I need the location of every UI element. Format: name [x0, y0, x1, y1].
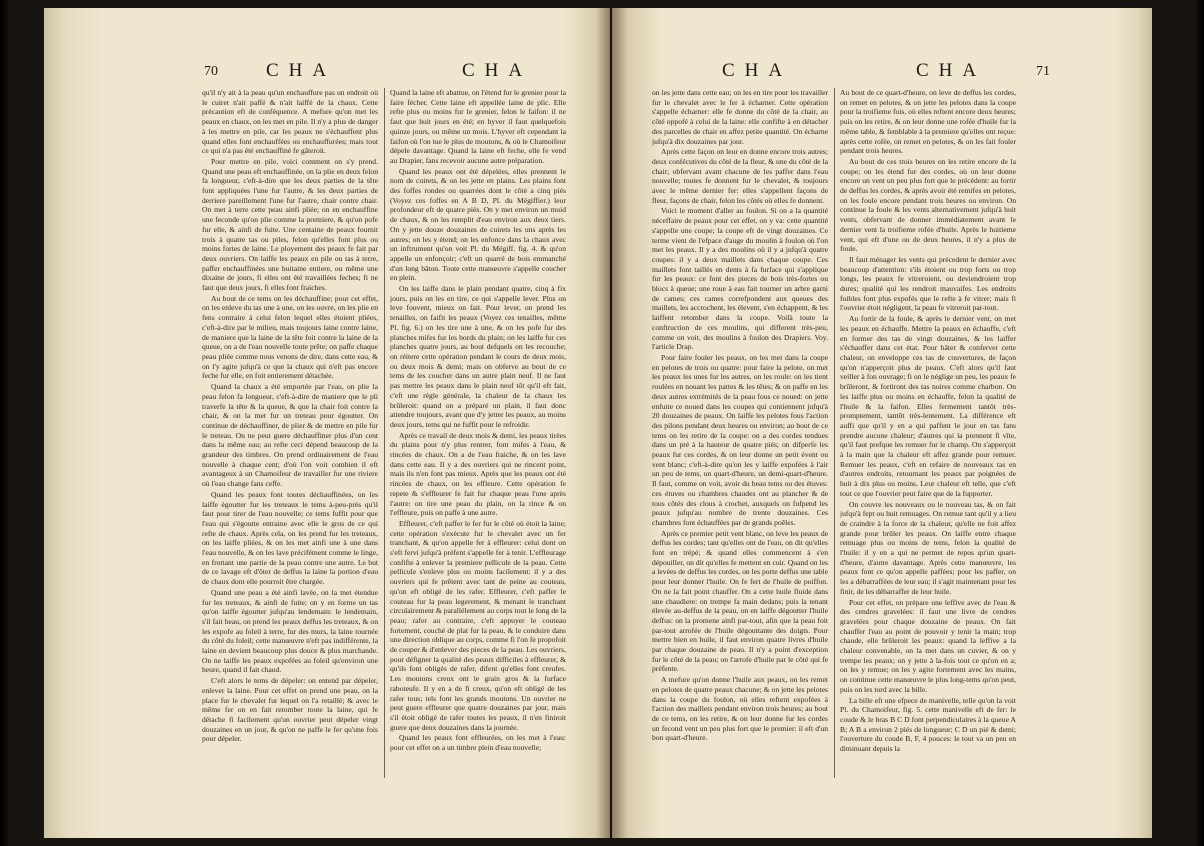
left-column-2 [390, 88, 566, 788]
paragraph: Pour mettre en pile, voici comment on s'y prend. Quand une peau eft enchauffinée, on la plie en deux felon fa longueur, c'eft-à-dire que les deux parties de la tête font appliquées l'une fur l'autre, & les deux parties de derriere pareillement l'une fur l'autre, chair contre chair. On met à terre cette peau ainfi pliée; on en enchauffine une feconde qu'on plie comme la premiere, & qu'on pofe fur elle, & ainfi de fuite. Une centaine de peaux fournit trois à quatre tas ou piles, felon qu'elles font plus ou moins fortes de laine. Le ployement des peaux fe fait par deux ouvriers. On laiffe les peaux en pile ou tas à terre, paffer enchauffinées une huitaine entiere, ou même une dixaine de jours, fi elles ont été travaillées feches; fi ne faut que deux jours, fi elles font fraiches. [202, 156, 378, 293]
paragraph: Effleurer, c'eft paffer le fer fur le côté où étoit la laine; cette opération s'exécute fur le chevalet avec un fer tranchant, & qu'on appelle fer à effleurer: celui dont on s'eft fervi jufqu'à préfent s'appelle fer à tenir. L'effleurage confifte à enlever la premiere pellicule de la peau. Cette pellicule s'enleve plus ou moins facilement: il y a des ouvriers qui fe prêtent avec tant de peine au couteau, qu'on eft obligé de les rafer. Effleurer, c'eft paffer le couteau fur la peau legerement, & menant le tranchant circulairement & parallélement au corps tout le long de la peau; rafer au contraire, c'eft appuyer le couteau fortement, couché de plat fur la peau, & le conduire dans une direction oblique au corps, comme fi l'on fe propofoit de couper & d'enlever des pieces de la peau. Les ouvriers, pour défigner la qualité des peaux difficiles à effleurer, & qu'ils font obligés de rafer, difent qu'elles font creufes. Les moutons creux ont le grain gros & la furface raboteufe. Il y en a de fi creux, qu'on eft obligé de les rafer tous; tels font les grands moutons. Un ouvrier ne peut guere effleurer que quatre douzaines par jour, mais s'il étoit obligé de rafer toutes les peaux, il n'en finiroit guere que deux douzaines dans la journée. [390, 518, 566, 732]
paragraph: Pour faire fouler les peaux, on les met dans la coupe en pelotes de trois ou quatre: pour faire la pelote, on met les peaux les unes fur les autres, on les roule: on les tient roulées en nouant les pattes & les têtes; & on paffe en les deux autres extrémités de la peau fous ce noued: on jette enfuite ce noued dans les coupes qui contiennent jufqu'à 20 douzaines de peaux. On laiffe les pelotes fous l'action des pilons pendant deux heures ou environ; au bout de ce tems on les retire de la coupe: on a des cordes tendues dans un pré à la hauteur de quatre piés; on difperfe les peaux fur ces cordes, & on leur donne un petit évent ou vent blanc; c'eft-à-dire qu'on les y laiffe expofées à l'air un peu de tems, un quart-d'heure, un demi-quart-d'heure. Il faut, comme on voit, avoir du beau tems ou des étuves: ces étuves ou chambres chaudes ont au plancher & de tous côtés des clous à crochet, auxquels on fufpend les peaux jufqu'au nombre de trente douzaines. Ces chambres font échauffées par de grands poêles. [652, 352, 828, 527]
paragraph: Voici le moment d'aller au foulon. Si on a la quantité néceffaire de peaux pour cet effet, on y va: cette quantité s'appelle une coupe; la coupe eft de vingt douzaines. Ce terme vient de l'efpace d'auge du moulin à foulon où l'on met les peaux. Il y a des moulins où il y a jufqu'à quatre coupes: il y a deux maillets dans chaque coupe. Ces maillets font taillés en dents à fa furface qui s'applique fur les peaux: ce font des pieces de bois très-fortes ou blocs à queue; une roue à eau fait tourner un arbre garni de cames; ces cames correfpondent aux queues des maillets, les accrochent, les élevent, s'en échappent, & les laiffent retomber dans la coupe. Voilà toute la conftruction de ces moulins, qui different très-peu, comme on voit, des moulins à foulon des Drapiers. Voy. l'article Drap. [652, 206, 828, 352]
column-divider [384, 88, 385, 778]
right-column-2 [840, 88, 1016, 788]
right-column-1 [652, 88, 828, 788]
paragraph: Quand une peau a été ainfi lavée, on la met étendue fur les treteaux, & ainfi de fuite; on y en forme un tas qu'on laiffe égoutter jufqu'au lendemain: le lendemain, s'il fait beau, on prend les peaux deffus les treteaux, & on les expofe au foleil à terre, fur des murs, la laine tournée du côté du foleil; cette manœuvre n'eft pas indifférente, la laine en devient beaucoup plus douce & plus marchande. On ne laiffe les peaux expofées au foleil qu'environ une heure, quand il fait chaud. [202, 587, 378, 675]
right-header-word-right: CHA [916, 60, 987, 81]
paragraph: Après ce travail de deux mois & demi, les peaux tirées du plains pour n'y plus rentrer, font mifes à l'eau, & rincées de chaux. On a de l'eau fraiche, & on les lave dans cette eau. Il y a des ouvriers qui ne rincent point, mais ils n'en font pas mieux. Après que les peaux ont été rincées de chaux, on les effleure. Cette opération fe repete & s'effleurer fe fait fur chaque peau l'une après l'autre: on tire une peau du plain, on la rince & on l'effleure, puis on paffe à une autre. [390, 430, 566, 518]
paragraph: A mefure qu'on donne l'huile aux peaux, on les remet en pelotes de quatre peaux chacune; & on jette les pelotes dans la coupe du foulon, où elles reftent expofées à l'action des maillets pendant environ trois heures; au bout de ce tems, on les retire, & on leur donne fur les cordes un fecond vent un peu plus fort que le premier: il eft d'un bon quart-d'heure. [652, 675, 828, 743]
paragraph: On les laiffe dans le plain pendant quatre, cinq à fix jours, puis on les en tire, ce qui s'appelle lever. Plus on leve fouvent, mieux on fait. Pour lever, on prend les tenailles, on faifit les peaux (Voyez ces tenailles, même Pl. fig. 6.) on les tire une à une, & on les pofe fur des planches mifes fur les bords du plain; on les laiffe fur ces planches quatre jours, au bout defquels on les recouche; on réitere cette opération pendant le cours de deux mois, ou deux mois & demi; mais on obferve au bout de ce tems de les coucher dans un autre plain neuf. Il ne faut pas mettre les peaux dans le plain neuf tôt qu'il eft fait, c'eft une régle générale, la chaleur de la chaux les brûleroit: quand on a préparé un plain, il faut donc attendre toujours, avant que d'y jetter les peaux, au moins deux jours, tems qui ne fuffit pour le refroidir. [390, 284, 566, 429]
paragraph: on les jette dans cette eau; on les en tire pour les travailler fur le chevalet avec le fer à écharner. Cette opération s'appelle écharner: elle fe donne du côté de la chair, au côté oppofé à celui de la laine: elle confifte à en détacher des parcelles de chair en affez petite quantité. On écharne jufqu'à dix douzaines par jour. [652, 88, 828, 146]
left-column-1 [202, 88, 378, 788]
paragraph: Au bout de ce quart-d'heure, on leve de deffus les cordes, on remet en pelotes, & on jette les pelotes dans la coupe pour la troifieme fois, où elles reftent encore deux heures; puis on les retire, & on leur donne une rofée d'huile fur la même table, & femblable à la premiere qu'elles ont reçue: après cette rofée, on remet en pelotes, & on les fait fouler pendant trois heures. [840, 88, 1016, 156]
paragraph: Quand les peaux font toutes déchauffinées, on les laiffe égoutter fur les treteaux le tems à-peu-près qu'il faut pour tirer de l'eau nouvelle; ce tems fuffit pour que l'eau qui s'égoutte entraine avec elle le gros de ce qui refte de chaux. Après cela, on les prend fur les treteaux, on les laiffe pliées, & on les met ainfi une à une dans l'eau nouvelle, & on les lave précifément comme le linge, en frottant une partie de la peau contre une autre. Le but de ce lavage eft d'ôter de deffus la laine la portion d'eau de chaux dont elle pourroit être chargée. [202, 489, 378, 587]
left-header-word-left: CHA [266, 60, 337, 81]
paragraph: qu'il n'y ait à la peau qu'un enchauffure pas un endroit où le cuiret n'ait paffé & n'ait laiffé de la chaux. Cette précaution eft de conféquence. A mefure qu'on met les peaux en chaux, on les met en pile. Il n'y a plus de danger à les mettre en pile, car les peaux ne s'échauffent plus quand elles font enchauffées ou enchauffurées; mais tout ce qui n'a pas été enchauffiné fe gâteroit. [202, 88, 378, 156]
paragraph: Il faut ménager les vents qui précedent le dernier avec beaucoup d'attention: s'ils étoient ou trop forts ou trop longs, les peaux fe vitreroient, ou deviendroient trop dures; qualité qui les rendroit mauvaifes. Les endroits foibles font plus expofés que le refte à fe vitrer; mais fi l'ouvrier étoit négligent, la peau fe vitreroit par-tout. [840, 254, 1016, 313]
right-header-word-left: CHA [722, 60, 793, 81]
paragraph: Après cette façon on leur en donne encore trois autres; deux confécutives du côté de la fleur, & une du côté de la chair; obfervant avant chacune de les paffer dans l'eau nouvelle; toutes fe donnent fur le chevalet, & toujours avec le même dernier fer: elles s'appellent façons de fleur, façons de chair, felon les côtés où elles fe donnent. [652, 147, 828, 205]
paragraph: Au bout de ce tems on les déchauffine; pour cet effet, on les enleve du tas une à une, on les ouvre, on les plie en fens contraire à celui felon lequel elles étoient pliées, c'eft-à-dire par le milieu, mais toujours laine contre laine, de maniere que la laine de la tête foit contre la laine de la queue, on a de l'eau nouvelle toute prête; on paffe chaque peau pliée comme nous venons de dire, dans cette eau, & on l'y agite jufqu'à ce que la chaux qui n'eft pas encore feche fur elle, en foit entierement détachée. [202, 293, 378, 381]
left-header-word-right: CHA [462, 60, 533, 81]
left-page [44, 8, 610, 838]
paragraph: Quand les peaux font effleurées, on les met à l'eau: pour cet effet on a un timbre plein d'eau nouvelle; [390, 733, 566, 753]
paragraph: On couvre les nouveaux ou le nouveau tas, & on fait jufqu'à fept ou huit remuages. On remue tant qu'il y a lieu de craindre à la force de la chaleur, qu'elle ne foit affez grande pour brûler les peaux. On laiffe entre chaque remuage plus ou moins de tems, felon la qualité de l'huile: il y en a qui ne permet de repos qu'un quart-d'heure, d'autre davantage. Après cette manœuvre, les peaux font ce qu'on appelle paffées; pour les paffer, on les a débarraffées de leur eau; il s'agit maintenant pour les finir, de les débarraffer de leur huile. [840, 499, 1016, 596]
paragraph: Après ce premier petit vent blanc, on leve les peaux de deffus les cordes; tant qu'elles ont de l'eau, on dit qu'elles font en trépé; & quand elles commencent à s'en dépouiller, on dit qu'elles fe mettent en cuir. Quand on les a levées de deffus les cordes, on les porte deffus une table pour leur donner l'huile. On fe fert de l'huile de poiffon. On ne la fait point chauffer. On a cette huile fluide dans une chaudiere: on trempe fa main dedans; puis la tenant élevée au-deffus de la peau, on en laiffe dégoutter l'huile deffus: on la promene ainfi par-tout, afin que la peau foit par-tout arrofée de l'huile dégouttante des doigts. Pour mettre bien en huile, il faut environ quatre livres d'huile par chaque douzaine de peau. Il n'y a point d'exception fur le côté de la peau; on l'arrofe d'huile par le côté qui fe préfente. [652, 528, 828, 674]
paragraph: Au fortir de la foule, & après le dernier vent, on met les peaux en échauffe. Mettre la peaux en échauffe, c'eft en former des tas de vingt douzaines, & les laiffer s'échauffer dans cet état. Pour hâter & conferver cette chaleur, on enveloppe ces tas de couvertures, de façon qu'on n'apperçoit plus de peaux. C'eft alors qu'il faut veiller à fon ouvrage; fi on le néglige un peu, les peaux fe brûleront, & fortiront des tas noires comme charbon. On les laiffe plus ou moins en échauffe, felon la qualité de l'huile & la faifon. Elles fermentent tantôt très-promptement, tantôt très-lentement. La différence eft auffi que qu'il y en a qui paffent le jour en tas fans prendre aucune chaleur; d'autres qui la prennent fi vîte, qu'il faut prefque les remuer fur le champ. On s'apperçoit à la main que la chaleur eft affez grande pour remuer. Remuer les peaux, c'eft en refaire de nouveaux tas en d'autres endroits, retournant les peaux par poignées de huit à dix plus ou moins. Leur chaleur eft telle, que c'eft tout ce que l'ouvrier peut faire que de la fupporter. [840, 314, 1016, 498]
paragraph: Quand la chaux a été emportée par l'eau, on plie la peau felon fa longueur, c'eft-à-dire de maniere que le pli traverfe la tête & la queue, & que la chair foit contre la chair, & on la met fur un treteau pour égoutter. On continue de déchauffiner, de plier & de mettre en pile fur le treteau. On ne peut guere déchauffiner plus d'un cent dans la même eau; au refte ceci dépend beaucoup de la grandeur des timbres. On prend ordinairement de l'eau nouvelle à chaque cent; d'où l'on voit combien il eft avantageux à un Chamoifeur de travailler fur une riviere où l'eau change fans ceffe. [202, 382, 378, 489]
paragraph: Pour cet effet, on prépare une leffive avec de l'eau & des cendres gravelées: il faut une livre de cendres gravelées pour chaque douzaine de peaux. On fait chauffer l'eau au point de pouvoir y tenir la main; trop chaude, elle brûleroit les peaux: quand la leffive a la chaleur convenable, on la met dans un cuvier, & on y trempe les peaux; on y jette à la-fois tout ce qu'on en a; on les y remue; on les y agite fortement avec les mains, on continue cette manœuvre le plus long-tems qu'on peut, puis on les tord avec la bille. [840, 597, 1016, 694]
paragraph: C'eft alors le tems de dépeler: on entend par dépeler, enlever la laine. Pour cet effet on prend une peau, on la place fur le chevalet fur lequel on l'a retaillé; & avec le même fer on en fait retomber toute la laine, qui fe détache fi facilement qu'un ouvrier peut dépeler vingt douzaines en un jour, & qu'on ne paffe le fer qu'une fois pour dépeler. [202, 676, 378, 744]
paragraph: La bille eft une efpece de manivelle, telle qu'on la voit Pl. du Chamoifeur, fig. 5. cette manivelle eft de fer: le coude & le bras B C D font perpendiculaires à la queue A B; A B a environ 2 piés de longueur; C D un pié & demi; l'ouverture du coude B, F, 4 pouces: le tout va un peu en diminuant depuis la [840, 695, 1016, 754]
left-page-number: 70 [204, 64, 218, 79]
right-page [612, 8, 1152, 838]
open-book [8, 0, 1196, 846]
right-page-number: 71 [1036, 64, 1050, 79]
paragraph: Quand les peaux ont été dépelées, elles prennent le nom de cuirets, & on les jette en plains. Les plains font des foffes rondes ou quarrées dont le côté a cinq piés (Voyez ces foffes en A B D, Pl. du Mégiffier.) leur profondeur eft de quatre piés. On y met environ un muid de chaux, & on les remplit d'eau environ aux deux tiers. On y jette douze douzaines de cuirets les uns après les autres; on les y étend; on les enfonce dans la chaux avec un inftrument qu'on voit Pl. du Mégiff. fig. 4. & qu'on appelle un enfonçoir; c'eft un quarré de bois emmanché d'un long bâton. Toute cette manœuvre s'appelle coucher en plein. [390, 166, 566, 283]
paragraph: Quand la laine eft abattue, on l'étend fur le grenier pour la faire fécher. Cette laine eft appellée laine de plic. Elle refte plus ou moins fur le grenier, felon le faifon: il ne faut que huit jours en été; en hyver il faut quelquefois quinze jours, ou même un mois. L'hyver eft cependant la faifon où l'on tue le plus de moutons, & où le Chamoifeur dépele davantage. Quand la laine eft feche, elle fe vend au Drapier, fans recevoir aucune autre préparation. [390, 88, 566, 165]
column-divider [834, 88, 835, 778]
paragraph: Au bout de ces trois heures on les retire encore de la coupe; on les étend fur des cordes, où on leur donne encore un vent un peu plus fort que le précédent: au fortir de deffus les cordes, & après avoir été remifes en pelotes, on les foule encore pendant trois heures ou environ. On continue la foule & les vents alternativement jufqu'à huit vents, obfervant de donner immédiatement avant le dernier vent la troifieme rofée d'huile. Après le huitieme vent, qui eft d'une ou de deux heures, il n'y a plus de foule. [840, 156, 1016, 254]
